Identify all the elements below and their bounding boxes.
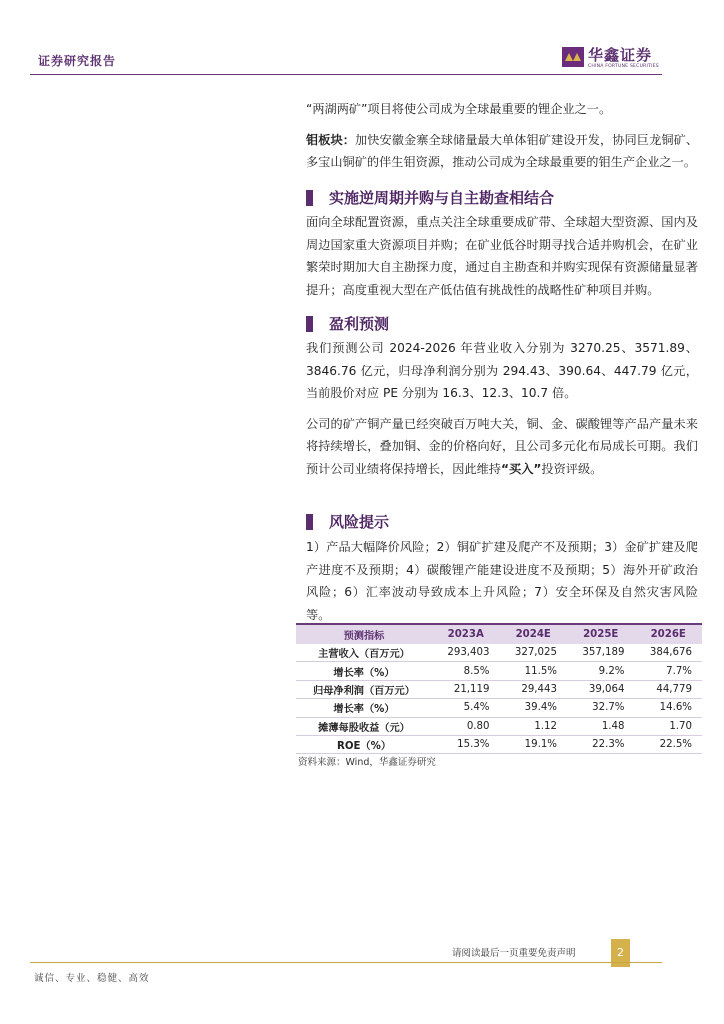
section-title: 盈利预测 bbox=[329, 315, 390, 333]
row-label: 主营收入（百万元） bbox=[296, 644, 432, 662]
molybdenum-paragraph bbox=[306, 129, 698, 174]
section-title: 风险提示 bbox=[329, 513, 390, 531]
table-row bbox=[296, 717, 702, 735]
table-cell: 44,779 bbox=[635, 680, 703, 698]
footer-divider bbox=[30, 962, 662, 963]
row-label: 归母净利润（百万元） bbox=[296, 680, 432, 698]
table-header-row bbox=[296, 624, 702, 644]
table-cell: 39,064 bbox=[567, 680, 635, 698]
section-bar-icon bbox=[306, 514, 313, 530]
disclaimer-note: 请阅读最后一页重要免责声明 bbox=[452, 948, 576, 959]
table-cell: 21,119 bbox=[432, 680, 500, 698]
forecast-paragraph: 我们预测公司 2024-2026 年营业收入分别为 3270.25、3571.89、3846.76 亿元，归母净利润分别为 294.43、390.64、447.79 亿元，当前股价对应 PE 分别为 16.3、12.3、10.7 倍。 bbox=[306, 341, 698, 401]
table-cell: 357,189 bbox=[567, 644, 635, 662]
company-logo bbox=[562, 46, 658, 72]
logo-english-name: CHINA FORTUNE SECURITIES bbox=[588, 64, 659, 69]
row-label: 增长率（%） bbox=[296, 662, 432, 680]
lithium-paragraph: “两湖两矿”项目将使公司成为全球最重要的锂企业之一。 bbox=[306, 102, 612, 116]
risk-paragraph: 1）产品大幅降价风险；2）铜矿扩建及爬产不及预期；3）金矿扩建及爬产进度不及预期；4）碳酸锂产能建设进度不及预期；5）海外开矿政治风险；6）汇率波动导致成本上升风险；7）安全环保及自然灾害风险等。 bbox=[306, 540, 698, 622]
section-bar-icon bbox=[306, 190, 313, 206]
table-header-cell: 2024E bbox=[500, 624, 568, 644]
body-top bbox=[306, 96, 698, 174]
rating-paragraph bbox=[306, 413, 698, 481]
table-cell: 32.7% bbox=[567, 699, 635, 717]
section-heading-forecast bbox=[306, 313, 389, 335]
row-label: ROE（%） bbox=[296, 735, 432, 753]
molybdenum-text: 加快安徽金寨全球储量最大单体钼矿建设开发，协同巨龙铜矿、多宝山铜矿的伴生钼资源，推动公司成为全球最重要的钼生产企业之一。 bbox=[306, 132, 699, 170]
table-cell: 9.2% bbox=[567, 662, 635, 680]
table-row bbox=[296, 699, 702, 717]
table-cell: 0.80 bbox=[432, 717, 500, 735]
table-cell: 22.3% bbox=[567, 735, 635, 753]
section-bar-icon bbox=[306, 316, 313, 332]
table-row bbox=[296, 662, 702, 680]
row-label: 摊薄每股收益（元） bbox=[296, 717, 432, 735]
body-forecast bbox=[306, 337, 698, 481]
logo-mark-icon bbox=[562, 47, 584, 67]
table-header-cell: 2023A bbox=[432, 624, 500, 644]
section-title: 实施逆周期并购与自主勘查相结合 bbox=[329, 189, 555, 207]
body-risk bbox=[306, 536, 698, 626]
report-header-title: 证券研究报告 bbox=[38, 54, 117, 68]
table-cell: 327,025 bbox=[500, 644, 568, 662]
table-header-cell: 2025E bbox=[567, 624, 635, 644]
table-source: 资料来源：Wind，华鑫证券研究 bbox=[298, 757, 436, 768]
rating-text-c: 投资评级。 bbox=[541, 461, 603, 476]
section-heading-acquisition bbox=[306, 187, 554, 209]
rating-buy: “买入” bbox=[501, 461, 542, 476]
table-cell: 1.70 bbox=[635, 717, 703, 735]
table-cell: 1.48 bbox=[567, 717, 635, 735]
table-cell: 14.6% bbox=[635, 699, 703, 717]
table-cell: 39.4% bbox=[500, 699, 568, 717]
page-number: 2 bbox=[611, 939, 630, 967]
section-heading-risk bbox=[306, 511, 389, 533]
footer-slogan: 诚信、专业、稳健、高效 bbox=[34, 973, 150, 984]
rating-text-a: 公司的矿产铜产量已经突破百万吨大关，铜、金、碳酸锂等产品产量未来将持续增长，叠加铜、金的价格向好，且公司多元化布局成长可期。我们预计公司业绩将保持增长，因此维持 bbox=[306, 416, 698, 476]
table-cell: 15.3% bbox=[432, 735, 500, 753]
table-cell: 8.5% bbox=[432, 662, 500, 680]
table-header-cell: 2026E bbox=[635, 624, 703, 644]
table-cell: 19.1% bbox=[500, 735, 568, 753]
row-label: 增长率（%） bbox=[296, 699, 432, 717]
header-divider bbox=[30, 74, 662, 75]
table-cell: 293,403 bbox=[432, 644, 500, 662]
body-acquisition bbox=[306, 211, 698, 301]
table-row bbox=[296, 680, 702, 698]
table-cell: 1.12 bbox=[500, 717, 568, 735]
table-cell: 22.5% bbox=[635, 735, 703, 753]
table-cell: 7.7% bbox=[635, 662, 703, 680]
forecast-table bbox=[296, 623, 702, 754]
table-cell: 29,443 bbox=[500, 680, 568, 698]
table-header-cell: 预测指标 bbox=[296, 624, 432, 644]
table-row bbox=[296, 644, 702, 662]
table-cell: 384,676 bbox=[635, 644, 703, 662]
table-cell: 5.4% bbox=[432, 699, 500, 717]
molybdenum-label: 钼板块： bbox=[306, 132, 356, 147]
acquisition-paragraph: 面向全球配置资源，重点关注全球重要成矿带、全球超大型资源、国内及周边国家重大资源项目并购；在矿业低谷时期寻找合适并购机会，在矿业繁荣时期加大自主勘探力度，通过自主勘查和并购实现保有资源储量显著提升；高度重视大型在产低估值有挑战性的战略性矿种项目并购。 bbox=[306, 215, 698, 297]
logo-chinese-name: 华鑫证券 bbox=[588, 46, 653, 64]
table-cell: 11.5% bbox=[500, 662, 568, 680]
table-row bbox=[296, 735, 702, 753]
